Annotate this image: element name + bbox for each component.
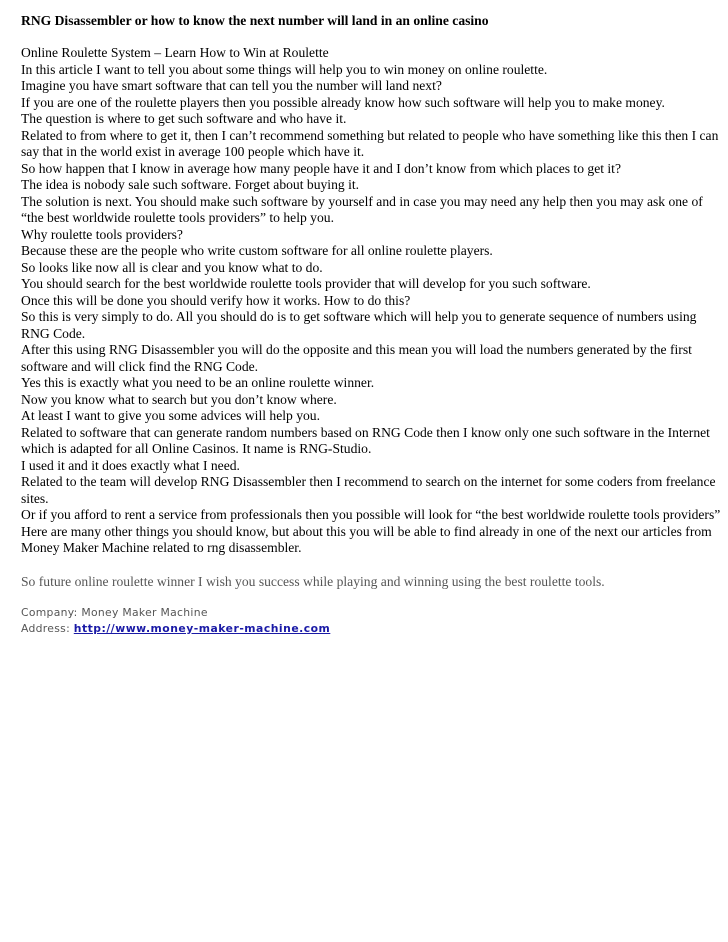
paragraph: So how happen that I know in average how many people have it and I don’t know from which places to get it? — [21, 160, 621, 176]
company-info — [21, 605, 721, 638]
paragraph: At least I want to give you some advices will help you. — [21, 408, 321, 423]
paragraph: The idea is nobody sale such software. Forget about buying it. — [21, 177, 360, 192]
paragraph: The solution is next. You should make such software by yourself and in case you may need any help then you may ask one of “the best worldwide roulette tools providers” to help you. — [21, 193, 703, 225]
paragraph: Imagine you have smart software that can tell you the number will land next? — [21, 78, 442, 93]
paragraph: Once this will be done you should verify how it works. How to do this? — [21, 292, 411, 308]
paragraph: Yes this is exactly what you need to be an online roulette winner. — [21, 375, 375, 390]
closing-line: So future online roulette winner I wish you success while playing and winning using the best roulette tools. — [21, 573, 605, 589]
article-body — [21, 45, 721, 557]
company-line: Company: Money Maker Machine — [21, 605, 208, 619]
paragraph: In this article I want to tell you about some things will help you to win money on online roulette. — [21, 61, 548, 77]
paragraph: Why roulette tools providers? — [21, 226, 183, 242]
address-label: Address: — [21, 622, 71, 635]
paragraph: Online Roulette System – Learn How to Win at Roulette — [21, 45, 329, 60]
paragraph: Now you know what to search but you don’t know where. — [21, 391, 337, 407]
paragraph: If you are one of the roulette players then you possible already know how such software will help you to make money. — [21, 94, 665, 110]
document-title: RNG Disassembler or how to know the next number will land in an online casino — [21, 13, 489, 28]
paragraph: You should search for the best worldwide roulette tools provider that will develop for you such software. — [21, 276, 591, 291]
website-link[interactable]: http://www.money-maker-machine.com — [73, 622, 331, 635]
paragraph: So looks like now all is clear and you know what to do. — [21, 259, 323, 275]
paragraph: After this using RNG Disassembler you will do the opposite and this mean you will load the numbers generated by the first software and will click find the RNG Code. — [21, 342, 692, 374]
paragraph: Related to from where to get it, then I can’t recommend something but related to people who have something like this then I can say that in the world exist in average 100 people which have it. — [21, 127, 719, 159]
paragraph: Related to the team will develop RNG Disassembler then I recommend to search on the internet for some coders from freelance sites. — [21, 474, 716, 506]
paragraph: Or if you afford to rent a service from professionals then you possible will look for “the best worldwide roulette tools providers” — [21, 507, 721, 522]
paragraph: Related to software that can generate random numbers based on RNG Code then I know only one such software in the Internet which is adapted for all Online Casinos. It name is RNG-Studio. — [21, 424, 710, 456]
paragraph: The question is where to get such software and who have it. — [21, 111, 347, 126]
paragraph: I used it and it does exactly what I need. — [21, 457, 240, 473]
paragraph: Here are many other things you should know, but about this you will be able to find already in one of the next our articles from Money Maker Machine related to rng disassembler. — [21, 523, 712, 555]
paragraph: Because these are the people who write custom software for all online roulette players. — [21, 243, 493, 258]
address-line — [21, 621, 721, 638]
paragraph: So this is very simply to do. All you should do is to get software which will help you to generate sequence of numbers using RNG Code. — [21, 309, 697, 341]
document-page — [21, 12, 721, 638]
